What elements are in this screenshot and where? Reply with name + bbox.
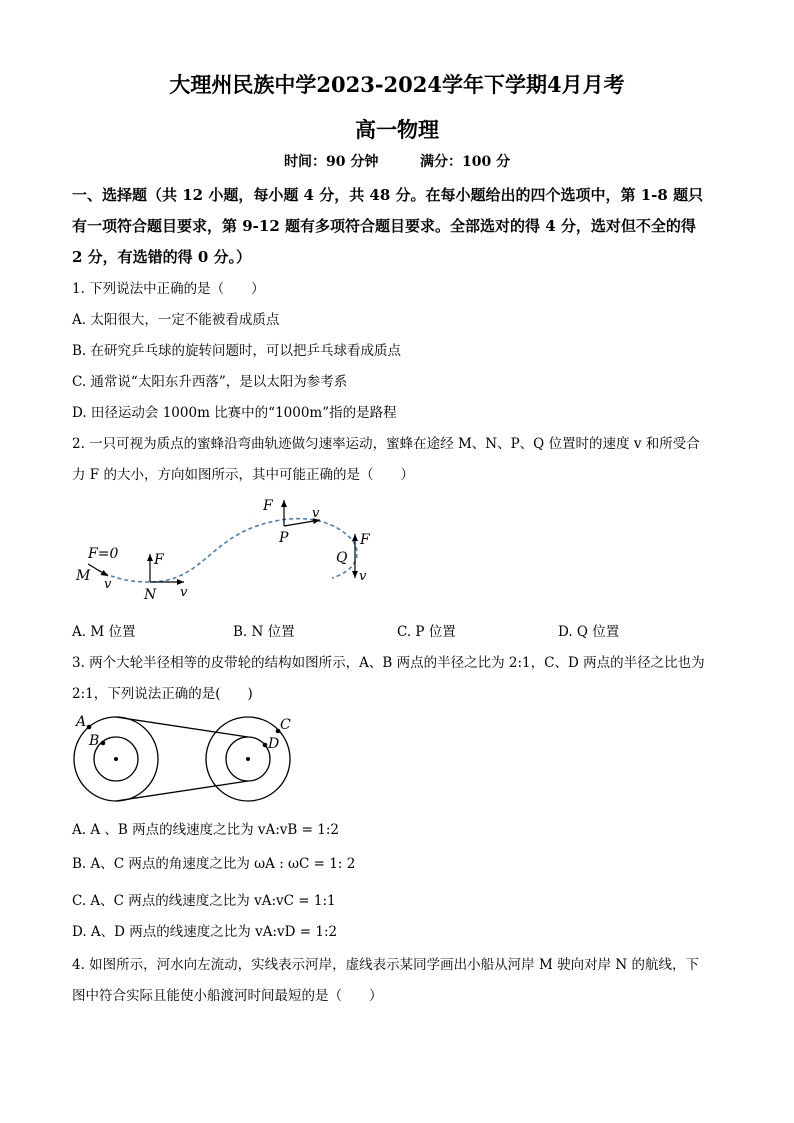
label-F0: F=0 [88,546,119,562]
q3-belt-pulley-figure [70,710,310,810]
q2-option-b: B. N 位置 [233,624,295,640]
q3-option-c: C. A、C 两点的线速度之比为 vA:vC = 1:1 [72,893,336,909]
q2-option-c: C. P 位置 [397,624,456,640]
q3-option-a: A. A 、B 两点的线速度之比为 vA:vB = 1:2 [72,822,339,838]
label-A: A [76,714,87,730]
trajectory-curve [98,519,357,582]
label-P: P [279,530,289,546]
belt-top [116,717,248,737]
q2-stem-line-2: 力 F 的大小，方向如图所示，其中可能正确的是（ ） [72,467,414,483]
label-F-n: F [154,552,164,568]
q2-option-a: A. M 位置 [72,624,136,640]
label-v-n: v [180,585,188,600]
label-F-q: F [360,532,370,548]
q4-stem-line-1: 4. 如图所示，河水向左流动，实线表示河岸，虚线表示某同学画出小船从河岸 M 驶向对岸 N 的航线，下 [72,957,699,973]
subject-title: 高一物理 [355,117,439,142]
label-M: M [76,568,91,584]
time-info: 时间：90 分钟 [284,154,379,170]
section-instruction-line-2: 有一项符合题目要求，第 9-12 题有多项符合题目要求。全部选对的得 4 分，选对但不全的得 [72,217,696,235]
label-v-m: v [104,577,112,592]
label-B: B [89,733,100,749]
label-v-p: v [312,506,320,521]
q3-option-b: B. A、C 两点的角速度之比为 ωA : ωC = 1: 2 [72,856,356,872]
q1-option-b: B. 在研究乒乓球的旋转问题时，可以把乒乓球看成质点 [72,343,402,359]
q2-trajectory-figure [70,490,390,610]
belt-bottom [116,781,248,801]
q1-stem: 1. 下列说法中正确的是（ ） [72,281,265,297]
q1-option-d: D. 田径运动会 1000m 比赛中的“1000m”指的是路程 [72,405,397,421]
q3-stem-line-2: 2:1，下列说法正确的是( ) [72,686,253,702]
label-F-p: F [263,498,273,514]
score-info: 满分：100 分 [420,154,511,170]
label-C: C [280,717,291,733]
q1-option-a: A. 太阳很大，一定不能被看成质点 [72,312,280,328]
section-instruction-line-1: 一、选择题（共 12 小题，每小题 4 分，共 48 分。在每小题给出的四个选项中，第 1-8 题只 [72,186,704,204]
q2-option-d: D. Q 位置 [558,624,620,640]
label-Q: Q [336,550,348,566]
q3-option-d: D. A、D 两点的线速度之比为 vA:vD = 1:2 [72,924,338,940]
label-v-q: v [359,569,367,584]
label-D: D [268,736,280,752]
m-velocity-arrow [88,564,108,576]
q3-stem-line-1: 3. 两个大轮半径相等的皮带轮的结构如图所示，A、B 两点的半径之比为 2:1，C、D 两点的半径之比也为 [72,655,705,671]
label-N: N [144,587,157,603]
q4-stem-line-2: 图中符合实际且能使小船渡河时间最短的是（ ） [72,988,383,1004]
q2-stem-line-1: 2. 一只可视为质点的蜜蜂沿弯曲轨迹做匀速率运动，蜜蜂在途经 M、N、P、Q 位置时的速度 v 和所受合 [72,436,700,452]
q1-option-c: C. 通常说“太阳东升西落”，是以太阳为参考系 [72,374,348,390]
exam-title: 大理州民族中学2023-2024学年下学期4月月考 [169,72,625,97]
section-instruction-line-3: 2 分，有选错的得 0 分。） [72,248,252,266]
